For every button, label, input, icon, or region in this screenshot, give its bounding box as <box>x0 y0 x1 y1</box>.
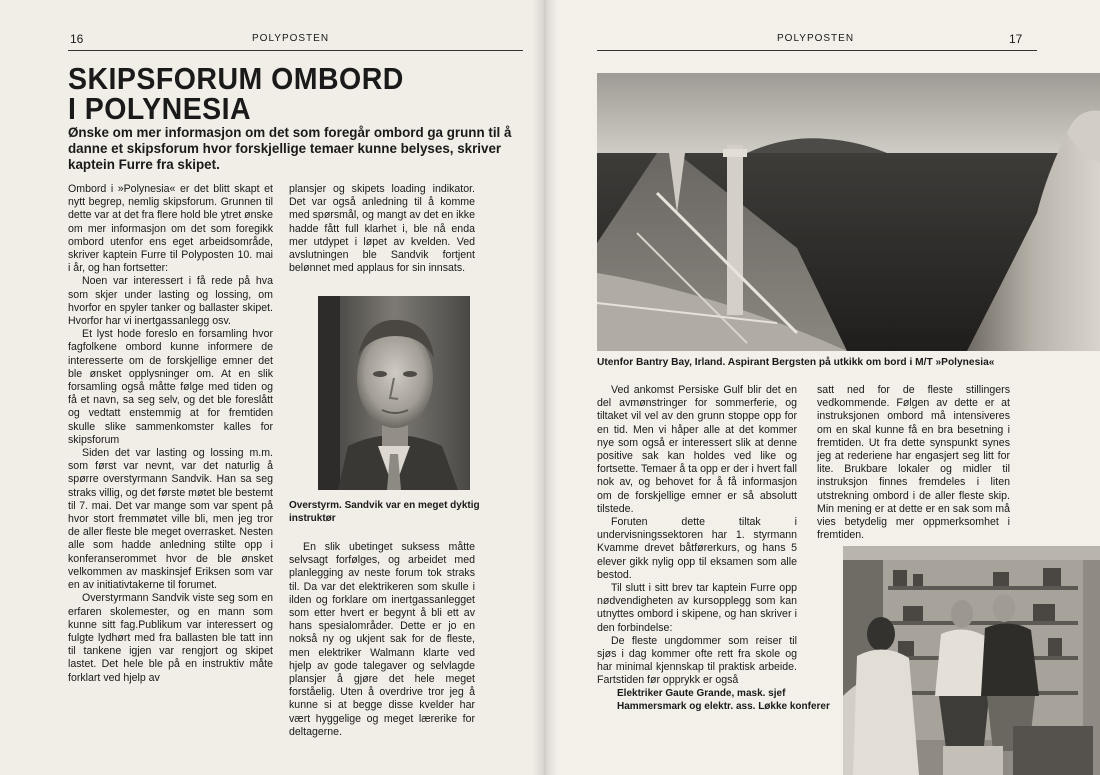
paragraph: plansjer og skipets loading indikator. Det var også anledning til å komme med spørsmål, og mangt av det en ikke hadde fått full klarhet i, ble nå enda mer utdypet i løpet av kvelden. Ved avslutningen ble Sandvik fortjent belønnet med applaus for sin innsats. <box>289 183 475 275</box>
paragraph: Foruten dette tiltak i undervisningssektoren har 1. styrmann Kvamme drevet båtførerkurs, og hans 5 elever gikk nylig opp til eksamen som alle bestod. <box>597 516 797 581</box>
ship-deck-photo <box>597 73 1100 351</box>
right-column-2 <box>817 384 1010 542</box>
paragraph: Overstyrmann Sandvik viste seg som en erfaren skolemester, og en mann som kunne sitt fag.Publikum var interessert og fulgte lydhørt med fra ballasten ble tatt inn til tankene igjen var rengjort og skipet lastet. Det hele ble på en instruktiv måte forklart ved hjelp av <box>68 592 273 684</box>
portrait-caption: Overstyrm. Sandvik var en meget dyktig instruktør <box>289 500 480 524</box>
workshop-photo-caption: Elektriker Gaute Grande, mask. sjef Hammersmark og elektr. ass. Løkke konferer <box>617 688 830 712</box>
left-page <box>0 0 545 775</box>
page-number-left: 16 <box>70 32 84 46</box>
portrait-photo <box>318 296 470 490</box>
paragraph: Et lyst hode foreslo en forsamling hvor fagfolkene ombord kunne informere de interesserte om de forskjellige emner det ble ønsket opplysninger om. At en slik forsamling også måtte følge med tiden og få et navn, sa seg selv, og det ble foreslått og vedtatt enstemmig at for fremtiden skulle slike sammenkomster kalles for skipsforum <box>68 328 273 446</box>
headline-line-2: I POLYNESIA <box>68 91 252 126</box>
paragraph: Ombord i »Polynesia« er det blitt skapt et nytt begrep, nemlig skipsforum. Grunnen til dette var at det fra flere hold ble ytret ønske om mer informasjon om det som foregikk ombord utenfor ens eget arbeidsområde, skriver kaptein Furre til Polyposten 10. mai i år, og han fortsetter: <box>68 183 273 275</box>
page-number-right: 17 <box>1009 32 1023 46</box>
running-head-right: POLYPOSTEN <box>777 33 855 44</box>
paragraph: Siden det var lasting og lossing m.m. som først var nevnt, var det naturlig å spørre overstyrmann Sandvik. Han sa seg straks villig, og det første møtet ble bestemt til 7. mai. Det var mange som var spent på hvor stort fremmøtet ville bli, men jeg tror de aller fleste ble meget overrasket. Nesten alle som hadde anledning stilte opp i konferanserommet hvor de ble ønsket velkommen av maskinsjef Eriksen som var en av initiativtakerne til forumet. <box>68 447 273 592</box>
left-column-2-top <box>289 183 475 275</box>
workshop-photo-icon <box>843 546 1100 775</box>
paragraph: satt ned for de fleste stillingers vedkommende. Følgen av dette er at instruksjonen ombord må intensiveres om en skal kunne få en bra besetning i fremtiden. Ut fra dette synspunkt synes jeg at rederiene har engasjert seg litt for lite. Brukbare lokaler og midler til instruksjon finnes fremdeles i liten utstrekning ombord i de aller fleste skip. Min mening er at dette er en sak som må vies betydelig mer oppmerksomhet i fremtiden. <box>817 384 1010 542</box>
headline-line-1: SKIPSFORUM OMBORD <box>68 61 404 96</box>
ship-photo-caption: Utenfor Bantry Bay, Irland. Aspirant Bergsten på utkikk om bord i M/T »Polynesia« <box>597 357 995 368</box>
right-column-1 <box>597 384 797 688</box>
paragraph: En slik ubetinget suksess måtte selvsagt forfølges, og arbeidet med planlegging av neste forum tok straks til. Da var det elektrikeren som skulle i ilden og forklare om inertgassanlegget som etter hvert er begynt å bli ett av hans spesialområder. Dette er jo en nokså ny og ukjent sak for de fleste, men elektriker Walmann klarte ved hjelp av gode talegaver og selvlagde plansjer å gjøre det hele meget forståelig. Uten å overdrive tror jeg å kunne si at begge disse kvelder har vært hyggelige og meget lærerike for deltagerne. <box>289 541 475 738</box>
left-column-1 <box>68 183 273 685</box>
portrait-photo-icon <box>318 296 470 490</box>
header-rule-right <box>597 50 1037 51</box>
paragraph: De fleste ungdommer som reiser til sjøs i dag kommer ofte rett fra skole og har minimal kjennskap til praktisk arbeide. Fartstiden før opprykk er også <box>597 634 797 687</box>
paragraph: Ved ankomst Persiske Gulf blir det en del avmønstringer for sommerferie, og tiltaket vil vel av den grunn stoppe opp for en tid. Men vi håper alle at det kommer nye som også er interessert slik at denne positive sak kan holdes ved like og fortsette. Temaer å ta opp er der i hvert fall nok av, og behovet for å få informasjon om de forskjellige emner er så absolutt tilstede. <box>597 384 797 515</box>
ship-deck-photo-icon <box>597 73 1100 351</box>
header-rule-left <box>68 50 523 51</box>
article-lead: Ønske om mer informasjon om det som foregår ombord ga grunn til å danne et skipsforum hvor forskjellige temaer kunne belyses, skriver kaptein Furre fra skipet. <box>68 125 512 172</box>
running-head-left: POLYPOSTEN <box>252 33 330 44</box>
left-column-2-bottom <box>289 541 475 739</box>
paragraph: Til slutt i sitt brev tar kaptein Furre opp nødvendigheten av kursopplegg som kan utnyttes ombord i skipene, og han skriver i den forbindelse: <box>597 582 797 634</box>
paragraph: Noen var interessert i få rede på hva som skjer under lasting og lossing, om hvorfor en spyler tanker og ballaster skipet. Hvorfor har vi inertgassanlegg osv. <box>68 275 273 328</box>
article-headline <box>68 61 473 126</box>
workshop-photo <box>843 546 1100 775</box>
right-page <box>545 0 1100 775</box>
